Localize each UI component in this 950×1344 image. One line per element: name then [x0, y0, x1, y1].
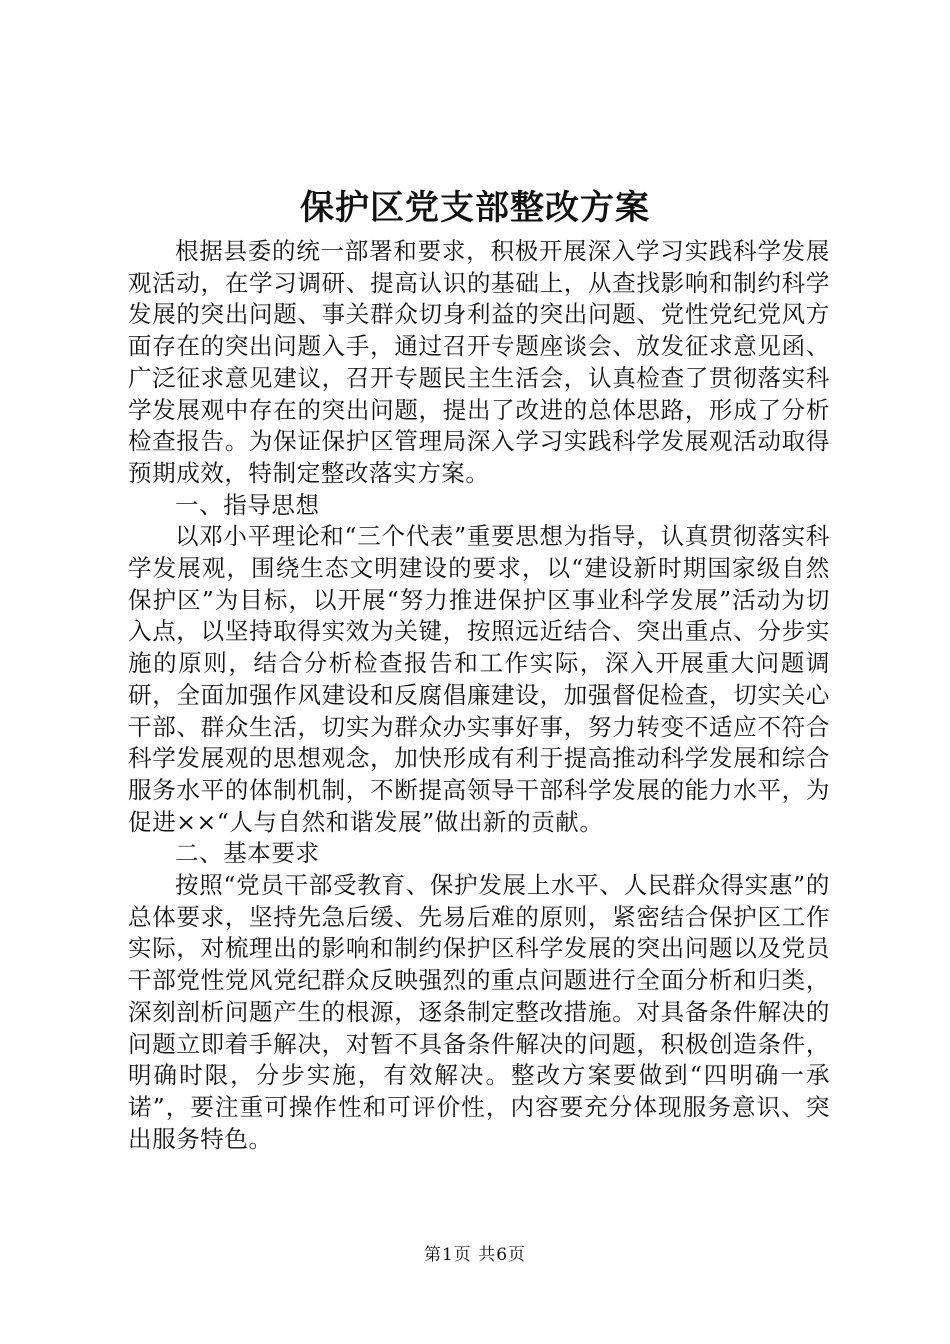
section-heading-guiding-thought: 一、指导思想	[175, 490, 320, 519]
guiding-thought-paragraph: 以邓小平理论和“三个代表”重要思想为指导，认真贯彻落实科学发展观，围绕生态文明建设的要求，以“建设新时期国家级自然保护区”为目标，以开展“努力推进保护区事业科学发展”活动为切入点，以坚持取得实效为关键，按照远近结合、突出重点、分步实施的原则，结合分析检查报告和工作实际，深入开展重大问题调研，全面加强作风建设和反腐倡廉建设，加强督促检查，切实关心干部、群众生活，切实为群众办实事好事，努力转变不适应不符合科学发展观的思想观念，加快形成有利于提高推动科学发展和综合服务水平的体制机制，不断提高领导干部科学发展的能力水平，为促进××“人与自然和谐发展”做出新的贡献。	[128, 522, 830, 836]
document-title: 保护区党支部整改方案	[300, 188, 650, 228]
page-number-footer: 第1页 共6页	[423, 1245, 527, 1265]
section-heading-basic-requirements: 二、基本要求	[175, 839, 320, 868]
basic-requirements-paragraph: 按照“党员干部受教育、保护发展上水平、人民群众得实惠”的总体要求，坚持先急后缓、先易后难的原则，紧密结合保护区工作实际，对梳理出的影响和制约保护区科学发展的突出问题以及党员干部党性党风党纪群众反映强烈的重点问题进行全面分析和归类，深刻剖析问题产生的根源，逐条制定整改措施。对具备条件解决的问题立即着手解决，对暂不具备条件解决的问题，积极创造条件，明确时限，分步实施，有效解决。整改方案要做到“四明确一承诺”，要注重可操作性和可评价性，内容要充分体现服务意识、突出服务特色。	[128, 871, 830, 1153]
intro-paragraph: 根据县委的统一部署和要求，积极开展深入学习实践科学发展观活动，在学习调研、提高认识的基础上，从查找影响和制约科学发展的突出问题、事关群众切身利益的突出问题、党性党纪党风方面存在的突出问题入手，通过召开专题座谈会、放发征求意见函、广泛征求意见建议，召开专题民主生活会，认真检查了贯彻落实科学发展观中存在的突出问题，提出了改进的总体思路，形成了分析检查报告。为保证保护区管理局深入学习实践科学发展观活动取得预期成效，特制定整改落实方案。	[128, 237, 830, 487]
document-body	[128, 236, 830, 1155]
